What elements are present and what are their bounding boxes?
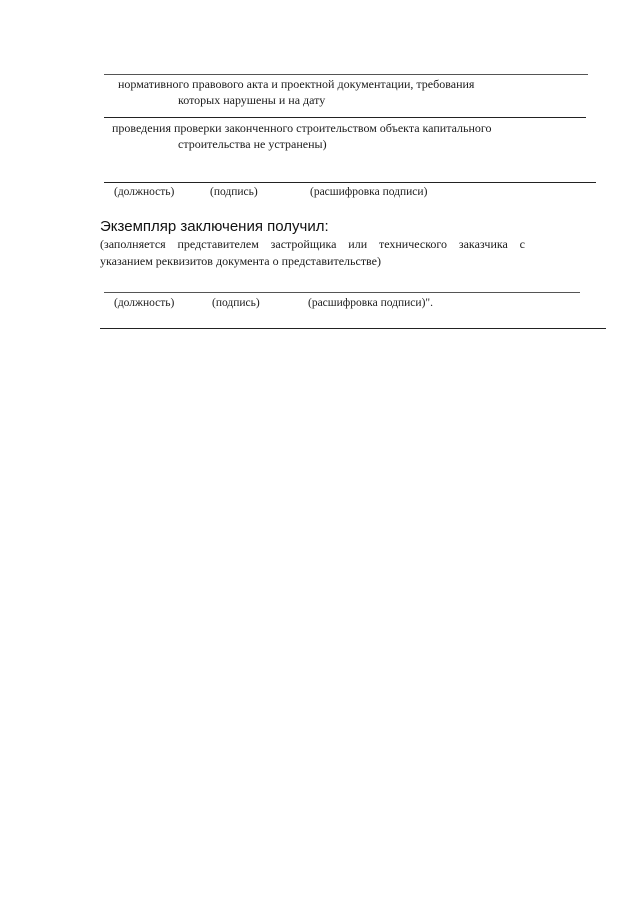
receipt-note-line2: указанием реквизитов документа о представительстве) — [100, 254, 381, 268]
signature2-position-label: (должность) — [114, 297, 175, 309]
caption-block2-line2: строительства не устранены) — [178, 137, 327, 151]
caption-block1-line1: нормативного правового акта и проектной документации, требования — [118, 77, 475, 91]
bottom-rule — [100, 328, 606, 329]
signature1-signature-label: (подпись) — [210, 186, 258, 198]
receipt-heading: Экземпляр заключения получил: — [100, 218, 329, 235]
signature-line-2 — [104, 292, 580, 293]
caption-block2-line1: проведения проверки законченного строительством объекта капитального — [112, 121, 492, 135]
rule-block2 — [104, 117, 586, 118]
signature2-decoding-label: (расшифровка подписи)". — [308, 297, 433, 309]
top-rule — [104, 74, 588, 75]
signature-line-1 — [104, 182, 596, 183]
signature1-decoding-label: (расшифровка подписи) — [310, 186, 428, 198]
receipt-note-line1: (заполняется представителем застройщика или технического заказчика с — [100, 237, 525, 251]
signature2-signature-label: (подпись) — [212, 297, 260, 309]
caption-block1-line2: которых нарушены и на дату — [178, 93, 326, 107]
signature1-position-label: (должность) — [114, 186, 175, 198]
